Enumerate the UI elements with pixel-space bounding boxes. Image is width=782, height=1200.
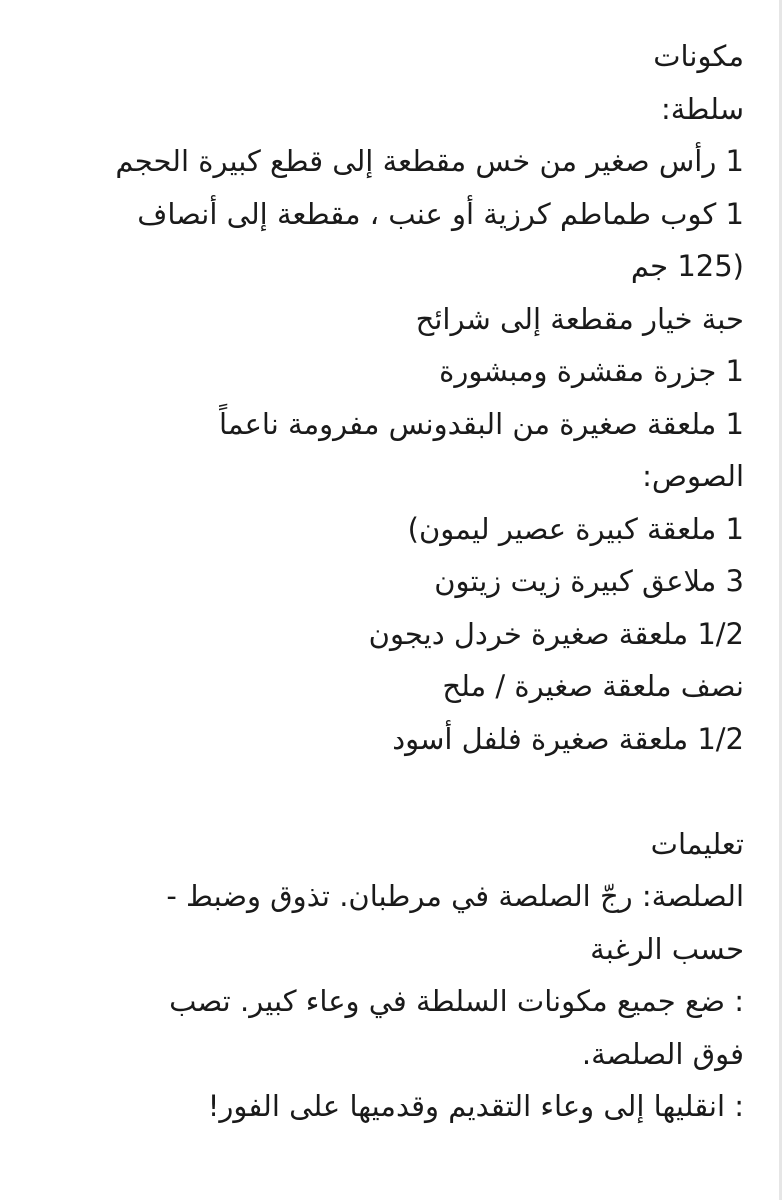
dressing-item-pepper: 1/2 ملعقة صغيرة فلفل أسود xyxy=(392,721,744,756)
blank-line xyxy=(44,765,744,818)
salad-item-tomatoes-weight: (125 جم xyxy=(630,249,744,283)
dressing-heading: الصوص: xyxy=(642,459,744,493)
salad-item-parsley: 1 ملعقة صغيرة من البقدونس مفرومة ناعماً xyxy=(219,406,744,441)
instruction-line-5: : انقليها إلى وعاء التقديم وقدميها على الفور! xyxy=(207,1089,744,1123)
dressing-item-salt: نصف ملعقة صغيرة / ملح xyxy=(442,669,744,703)
salad-heading: سلطة: xyxy=(660,91,744,126)
instruction-line-1: الصلصة: رجّ الصلصة في مرطبان. تذوق وضبط - xyxy=(166,879,744,913)
dressing-item-mustard: 1/2 ملعقة صغيرة خردل ديجون xyxy=(368,616,744,651)
instruction-line-3: : ضع جميع مكونات السلطة في وعاء كبير. تصب xyxy=(169,984,744,1018)
salad-item-cucumber: حبة خيار مقطعة إلى شرائح xyxy=(415,301,744,336)
salad-item-lettuce: 1 رأس صغير من خس مقطعة إلى قطع كبيرة الحجم xyxy=(115,144,744,178)
instruction-line-4: فوق الصلصة. xyxy=(581,1036,744,1071)
recipe-note-body[interactable] xyxy=(44,30,744,1133)
salad-item-tomatoes: 1 كوب طماطم كرزية أو عنب ، مقطعة إلى أنصاف xyxy=(137,196,744,231)
instructions-heading: تعليمات xyxy=(650,826,744,861)
salad-item-carrot: 1 جزرة مقشرة ومبشورة xyxy=(439,354,744,388)
dressing-item-olive-oil: 3 ملاعق كبيرة زيت زيتون xyxy=(434,564,744,598)
instruction-line-2: حسب الرغبة xyxy=(590,931,744,966)
ingredients-heading: مكونات xyxy=(653,39,744,73)
dressing-item-lemon: 1 ملعقة كبيرة عصير ليمون) xyxy=(407,511,744,546)
